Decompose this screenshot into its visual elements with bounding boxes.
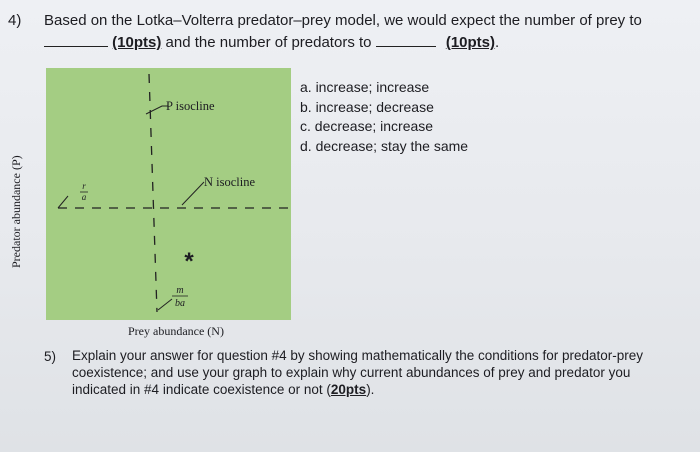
answer-options xyxy=(300,78,468,156)
question-4-line-2 xyxy=(44,33,499,52)
points-label-3: 20pts xyxy=(330,382,367,397)
p-fraction-denominator: ba xyxy=(175,298,185,309)
n-isocline-label: N isocline xyxy=(204,175,256,189)
x-axis-label: Prey abundance (N) xyxy=(128,324,224,338)
question-5-body: Explain your answer for question #4 by showing mathematically the conditions for predator-prey coexistence; and use your graph to explain why current abundances of prey and predator you indicated in #4 indicate coexistence or not ( xyxy=(72,348,644,397)
question-5-number: 5) xyxy=(44,349,57,364)
question-4-text: Based on the Lotka–Volterra predator–prey model, we would expect the number of prey to xyxy=(44,12,642,29)
points-label-2: (10pts) xyxy=(445,34,496,51)
n-fraction-denominator: a xyxy=(81,192,87,202)
question-5-text xyxy=(72,347,672,398)
points-label-1: (10pts) xyxy=(112,34,162,51)
question-4-end: . xyxy=(495,34,500,51)
y-axis-label: Predator abundance (P) xyxy=(9,155,23,268)
question-4-number: 4) xyxy=(8,12,22,29)
answer-blank-prey xyxy=(44,33,108,47)
star-marker: * xyxy=(184,248,194,275)
question-4-mid-text: and the number of predators to xyxy=(161,34,376,51)
isocline-graph xyxy=(46,68,291,320)
answer-blank-predators xyxy=(376,33,436,47)
n-fraction-numerator: r xyxy=(82,181,86,191)
option-c: c. decrease; increase xyxy=(300,118,434,134)
option-d: d. decrease; stay the same xyxy=(300,137,469,154)
question-5-end: ). xyxy=(366,382,375,397)
p-isocline-label: P isocline xyxy=(166,99,215,113)
option-a: a. increase; increase xyxy=(300,79,430,95)
p-fraction-numerator: m xyxy=(176,285,184,296)
option-b: b. increase; decrease xyxy=(300,98,434,115)
